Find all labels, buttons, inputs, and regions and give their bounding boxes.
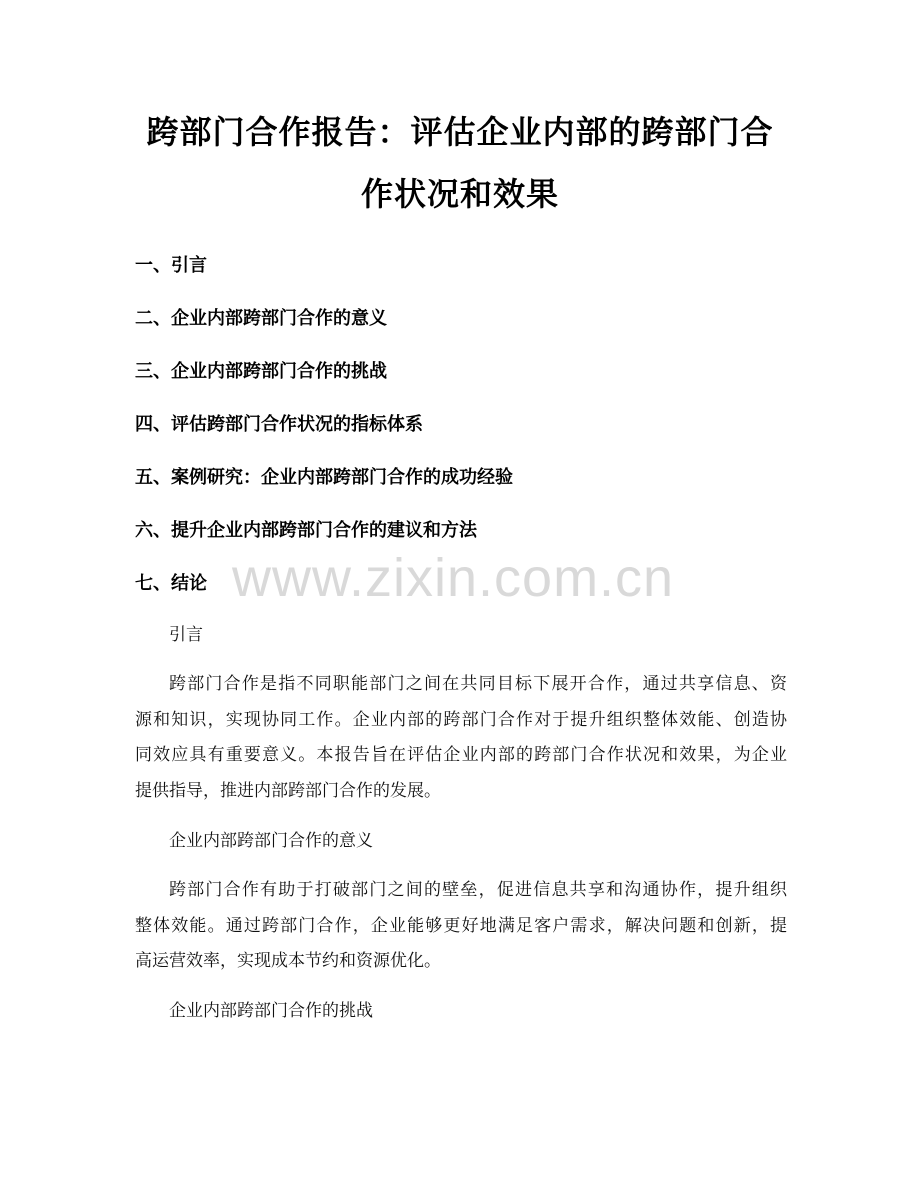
toc-item-significance: 二、企业内部跨部门合作的意义 — [135, 308, 387, 329]
watermark: www.zixin.com.cn — [232, 548, 675, 608]
paragraph-line: 同效应具有重要意义。本报告旨在评估企业内部的跨部门合作状况和效果，为企业 — [135, 745, 787, 765]
paragraph-significance — [135, 873, 787, 980]
section-heading-challenges: 企业内部跨部门合作的挑战 — [169, 1001, 373, 1021]
section-heading-intro: 引言 — [169, 625, 203, 645]
paragraph-intro — [135, 667, 787, 809]
toc-item-suggestions: 六、提升企业内部跨部门合作的建议和方法 — [135, 520, 477, 541]
toc-item-challenges: 三、企业内部跨部门合作的挑战 — [135, 361, 387, 382]
document-title-line-1: 跨部门合作报告：评估企业内部的跨部门合 — [146, 113, 774, 151]
toc-item-case-study: 五、案例研究：企业内部跨部门合作的成功经验 — [135, 467, 513, 488]
toc-item-indicators: 四、评估跨部门合作状况的指标体系 — [135, 414, 423, 435]
section-heading-significance: 企业内部跨部门合作的意义 — [169, 831, 373, 851]
paragraph-line: 跨部门合作是指不同职能部门之间在共同目标下展开合作，通过共享信息、资 — [169, 674, 787, 694]
toc-item-intro: 一、引言 — [135, 255, 207, 276]
paragraph-line: 源和知识，实现协同工作。企业内部的跨部门合作对于提升组织整体效能、创造协 — [135, 709, 787, 730]
document-title-line-2: 作状况和效果 — [360, 175, 559, 213]
paragraph-line: 跨部门合作有助于打破部门之间的壁垒，促进信息共享和沟通协作，提升组织 — [169, 880, 787, 900]
toc-item-conclusion: 七、结论 — [135, 573, 207, 594]
paragraph-line: 整体效能。通过跨部门合作，企业能够更好地满足客户需求，解决问题和创新，提 — [135, 915, 787, 936]
paragraph-line: 提供指导，推进内部跨部门合作的发展。 — [135, 780, 441, 801]
paragraph-line: 高运营效率，实现成本节约和资源优化。 — [135, 951, 441, 971]
